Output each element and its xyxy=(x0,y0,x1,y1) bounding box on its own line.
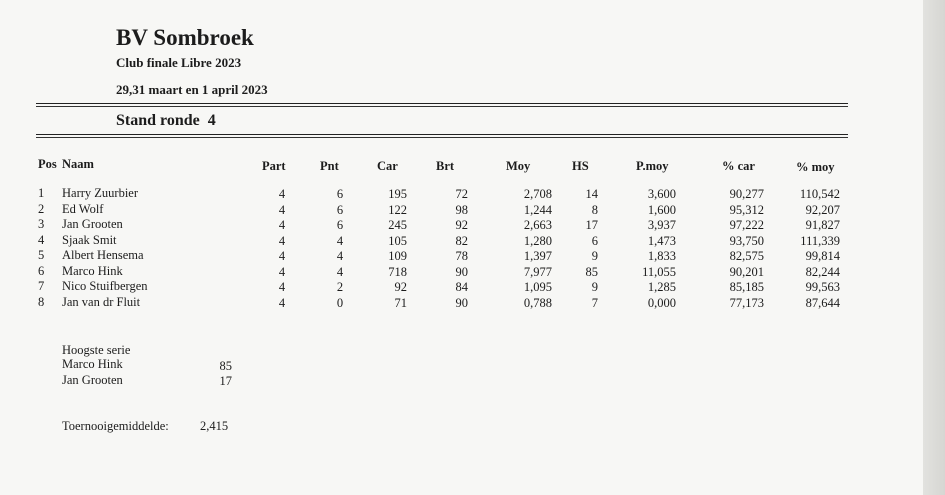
cell-pos: 3 xyxy=(38,217,45,231)
cell-car: 105 xyxy=(388,233,407,248)
cell-brt: 84 xyxy=(455,280,468,294)
highest-series-name-2: Jan Grooten xyxy=(62,373,123,387)
cell-pct-moy: 99,563 xyxy=(805,280,840,294)
cell-pnt: 4 xyxy=(336,233,344,248)
cell-pmoy: 1,473 xyxy=(647,233,676,248)
cell-pct-moy: 87,644 xyxy=(805,295,840,310)
cell-brt: 72 xyxy=(455,187,468,201)
cell-pmoy: 3,937 xyxy=(647,218,676,232)
cell-pct-car: 77,173 xyxy=(729,295,764,310)
cell-pct-car: 95,312 xyxy=(729,202,764,217)
cell-moy: 2,663 xyxy=(523,218,552,232)
cell-part: 4 xyxy=(278,202,286,217)
cell-brt: 92 xyxy=(455,218,468,232)
cell-pct-moy: 111,339 xyxy=(800,233,840,248)
cell-car: 718 xyxy=(388,264,407,279)
column-header-pct-car: % car xyxy=(722,159,755,173)
cell-hs: 9 xyxy=(591,249,598,263)
cell-pos: 8 xyxy=(38,294,45,309)
cell-brt: 78 xyxy=(455,249,468,263)
competition-dates: 29,31 maart en 1 april 2023 xyxy=(116,82,268,97)
column-header-brt: Brt xyxy=(436,159,455,173)
highest-series-value-2: 17 xyxy=(219,374,232,388)
cell-name: Jan Grooten xyxy=(62,217,123,231)
column-header-car: Car xyxy=(377,159,398,173)
page-edge xyxy=(923,0,945,495)
column-header-pmoy: P.moy xyxy=(636,159,669,173)
cell-brt: 90 xyxy=(455,295,468,310)
cell-pct-car: 90,277 xyxy=(729,187,764,201)
column-header-moy: Moy xyxy=(506,159,531,173)
cell-moy: 2,708 xyxy=(523,187,552,201)
cell-hs: 85 xyxy=(585,264,598,279)
cell-pct-car: 90,201 xyxy=(729,264,764,279)
column-header-name: Naam xyxy=(62,157,94,171)
cell-part: 4 xyxy=(278,280,286,294)
cell-hs: 14 xyxy=(585,187,598,201)
cell-name: Jan van dr Fluit xyxy=(62,294,141,309)
cell-pnt: 4 xyxy=(336,249,344,263)
cell-car: 109 xyxy=(388,249,407,263)
highest-series-value-1: 85 xyxy=(219,359,232,373)
cell-name: Albert Hensema xyxy=(62,248,144,262)
cell-part: 4 xyxy=(278,249,286,263)
cell-pmoy: 0,000 xyxy=(647,295,676,310)
cell-pnt: 6 xyxy=(336,202,344,217)
column-header-pct-moy: % moy xyxy=(796,160,835,174)
cell-pct-car: 85,185 xyxy=(729,280,764,294)
cell-pct-moy: 99,814 xyxy=(805,249,840,263)
cell-moy: 1,095 xyxy=(523,280,552,294)
cell-pos: 7 xyxy=(38,279,45,293)
tournament-average-label: Toernooigemiddelde: xyxy=(62,419,169,433)
cell-moy: 1,397 xyxy=(523,249,552,263)
cell-part: 4 xyxy=(278,295,286,310)
divider-bottom-1 xyxy=(36,134,848,135)
cell-car: 92 xyxy=(394,280,407,294)
cell-pct-moy: 82,244 xyxy=(805,264,840,279)
cell-part: 4 xyxy=(278,264,286,279)
cell-pnt: 6 xyxy=(336,218,344,232)
cell-pos: 2 xyxy=(38,201,45,216)
cell-part: 4 xyxy=(278,218,286,232)
cell-pct-car: 82,575 xyxy=(729,249,764,263)
cell-hs: 17 xyxy=(585,218,598,232)
cell-pos: 6 xyxy=(38,263,45,278)
cell-part: 4 xyxy=(278,233,286,248)
cell-moy: 0,788 xyxy=(523,295,552,310)
cell-pos: 4 xyxy=(38,232,45,247)
divider-bottom-2 xyxy=(36,137,848,138)
cell-moy: 1,244 xyxy=(523,202,552,217)
cell-pnt: 4 xyxy=(336,264,344,279)
highest-series-name-1: Marco Hink xyxy=(62,357,123,371)
competition-name: Club finale Libre 2023 xyxy=(116,55,242,70)
club-title: BV Sombroek xyxy=(116,25,254,50)
cell-name: Nico Stuifbergen xyxy=(62,279,148,293)
cell-pct-moy: 91,827 xyxy=(805,218,840,232)
cell-car: 195 xyxy=(388,187,407,201)
cell-pmoy: 1,833 xyxy=(647,249,676,263)
cell-name: Sjaak Smit xyxy=(62,232,117,247)
cell-moy: 1,280 xyxy=(523,233,552,248)
cell-pmoy: 1,285 xyxy=(647,280,676,294)
cell-pos: 1 xyxy=(38,186,45,200)
column-header-part: Part xyxy=(262,159,286,173)
tournament-average-value: 2,415 xyxy=(200,419,229,433)
cell-car: 71 xyxy=(394,295,407,310)
cell-pos: 5 xyxy=(38,248,45,262)
cell-car: 245 xyxy=(388,218,407,232)
cell-brt: 98 xyxy=(455,202,468,217)
cell-name: Harry Zuurbier xyxy=(62,186,139,200)
cell-part: 4 xyxy=(278,187,286,201)
divider-top-2 xyxy=(36,106,848,107)
cell-pmoy: 1,600 xyxy=(647,202,676,217)
cell-pnt: 2 xyxy=(336,280,344,294)
cell-name: Marco Hink xyxy=(62,263,123,278)
cell-hs: 9 xyxy=(591,280,598,294)
cell-pmoy: 3,600 xyxy=(647,187,676,201)
column-header-pos: Pos xyxy=(38,157,57,171)
highest-series-label: Hoogste serie xyxy=(62,343,131,357)
cell-hs: 8 xyxy=(591,202,598,217)
cell-moy: 7,977 xyxy=(523,264,552,279)
cell-pmoy: 11,055 xyxy=(642,264,676,279)
column-header-pnt: Pnt xyxy=(320,159,339,173)
cell-pct-moy: 110,542 xyxy=(799,187,840,201)
cell-car: 122 xyxy=(388,202,407,217)
cell-brt: 90 xyxy=(455,264,468,279)
cell-hs: 7 xyxy=(591,295,598,310)
divider-top-1 xyxy=(36,103,848,104)
round-heading: Stand ronde 4 xyxy=(116,112,216,129)
cell-pct-car: 97,222 xyxy=(729,218,764,232)
cell-pct-car: 93,750 xyxy=(729,233,764,248)
column-header-hs: HS xyxy=(572,159,589,173)
cell-pct-moy: 92,207 xyxy=(805,202,840,217)
cell-pnt: 6 xyxy=(336,187,344,201)
cell-name: Ed Wolf xyxy=(62,201,104,216)
cell-hs: 6 xyxy=(591,233,598,248)
cell-pnt: 0 xyxy=(336,295,344,310)
cell-brt: 82 xyxy=(455,233,468,248)
